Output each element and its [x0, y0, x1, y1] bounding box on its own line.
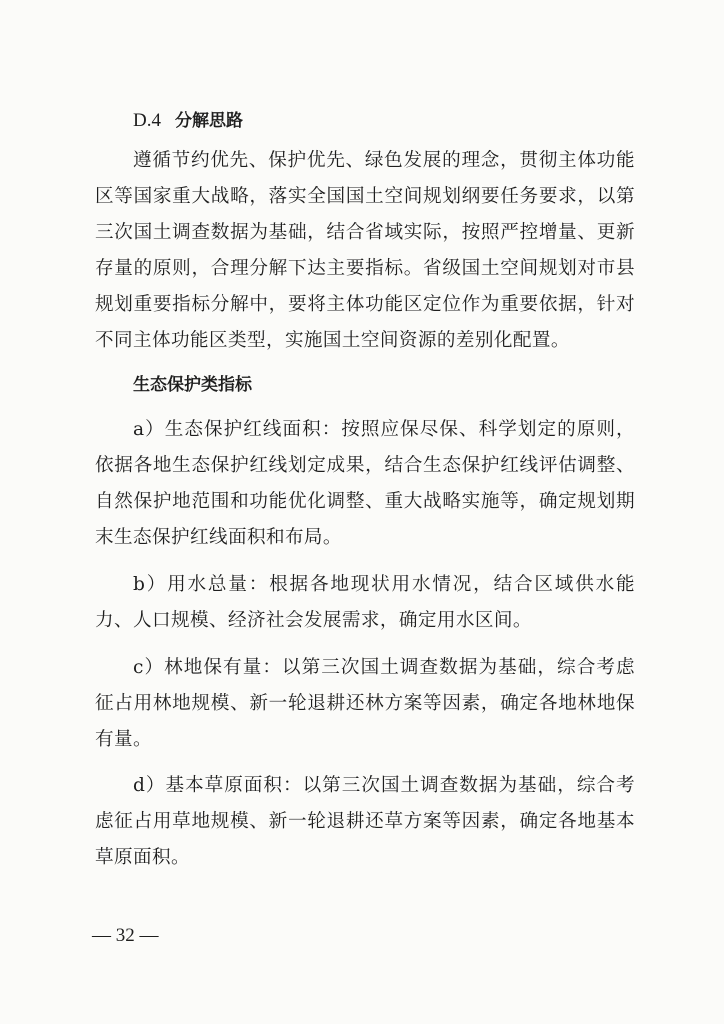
- section-title: 分解思路: [174, 111, 243, 131]
- section-number: D.4: [133, 110, 161, 131]
- item-paragraph-b: b）用水总量：根据各地现状用水情况，结合区域供水能力、人口规模、经济社会发展需求，确定用水区间。: [95, 574, 635, 631]
- page-number: — 32 —: [92, 925, 159, 946]
- subsection-title: 生态保护类指标: [133, 375, 252, 395]
- item-paragraph-a: a）生态保护红线面积：按照应保尽保、科学划定的原则，依据各地生态保护红线划定成果，结合生态保护红线评估调整、自然保护地范围和功能优化调整、重大战略实施等，确定规划期末生态保护红线面积和布局。: [95, 419, 635, 548]
- item-paragraph-d: d）基本草原面积：以第三次国土调查数据为基础，综合考虑征占用草地规模、新一轮退耕还草方案等因素，确定各地基本草原面积。: [95, 775, 635, 868]
- intro-paragraph: 遵循节约优先、保护优先、绿色发展的理念，贯彻主体功能区等国家重大战略，落实全国国土空间规划纲要任务要求，以第三次国土调查数据为基础，结合省域实际，按照严控增量、更新存量的原则，合理分解下达主要指标。省级国土空间规划对市县规划重要指标分解中，要将主体功能区定位作为重要依据，针对不同主体功能区类型，实施国土空间资源的差别化配置。: [95, 150, 635, 351]
- item-paragraph-c: c）林地保有量：以第三次国土调查数据为基础，综合考虑征占用林地规模、新一轮退耕还林方案等因素，确定各地林地保有量。: [95, 657, 635, 750]
- section-heading: [133, 110, 243, 132]
